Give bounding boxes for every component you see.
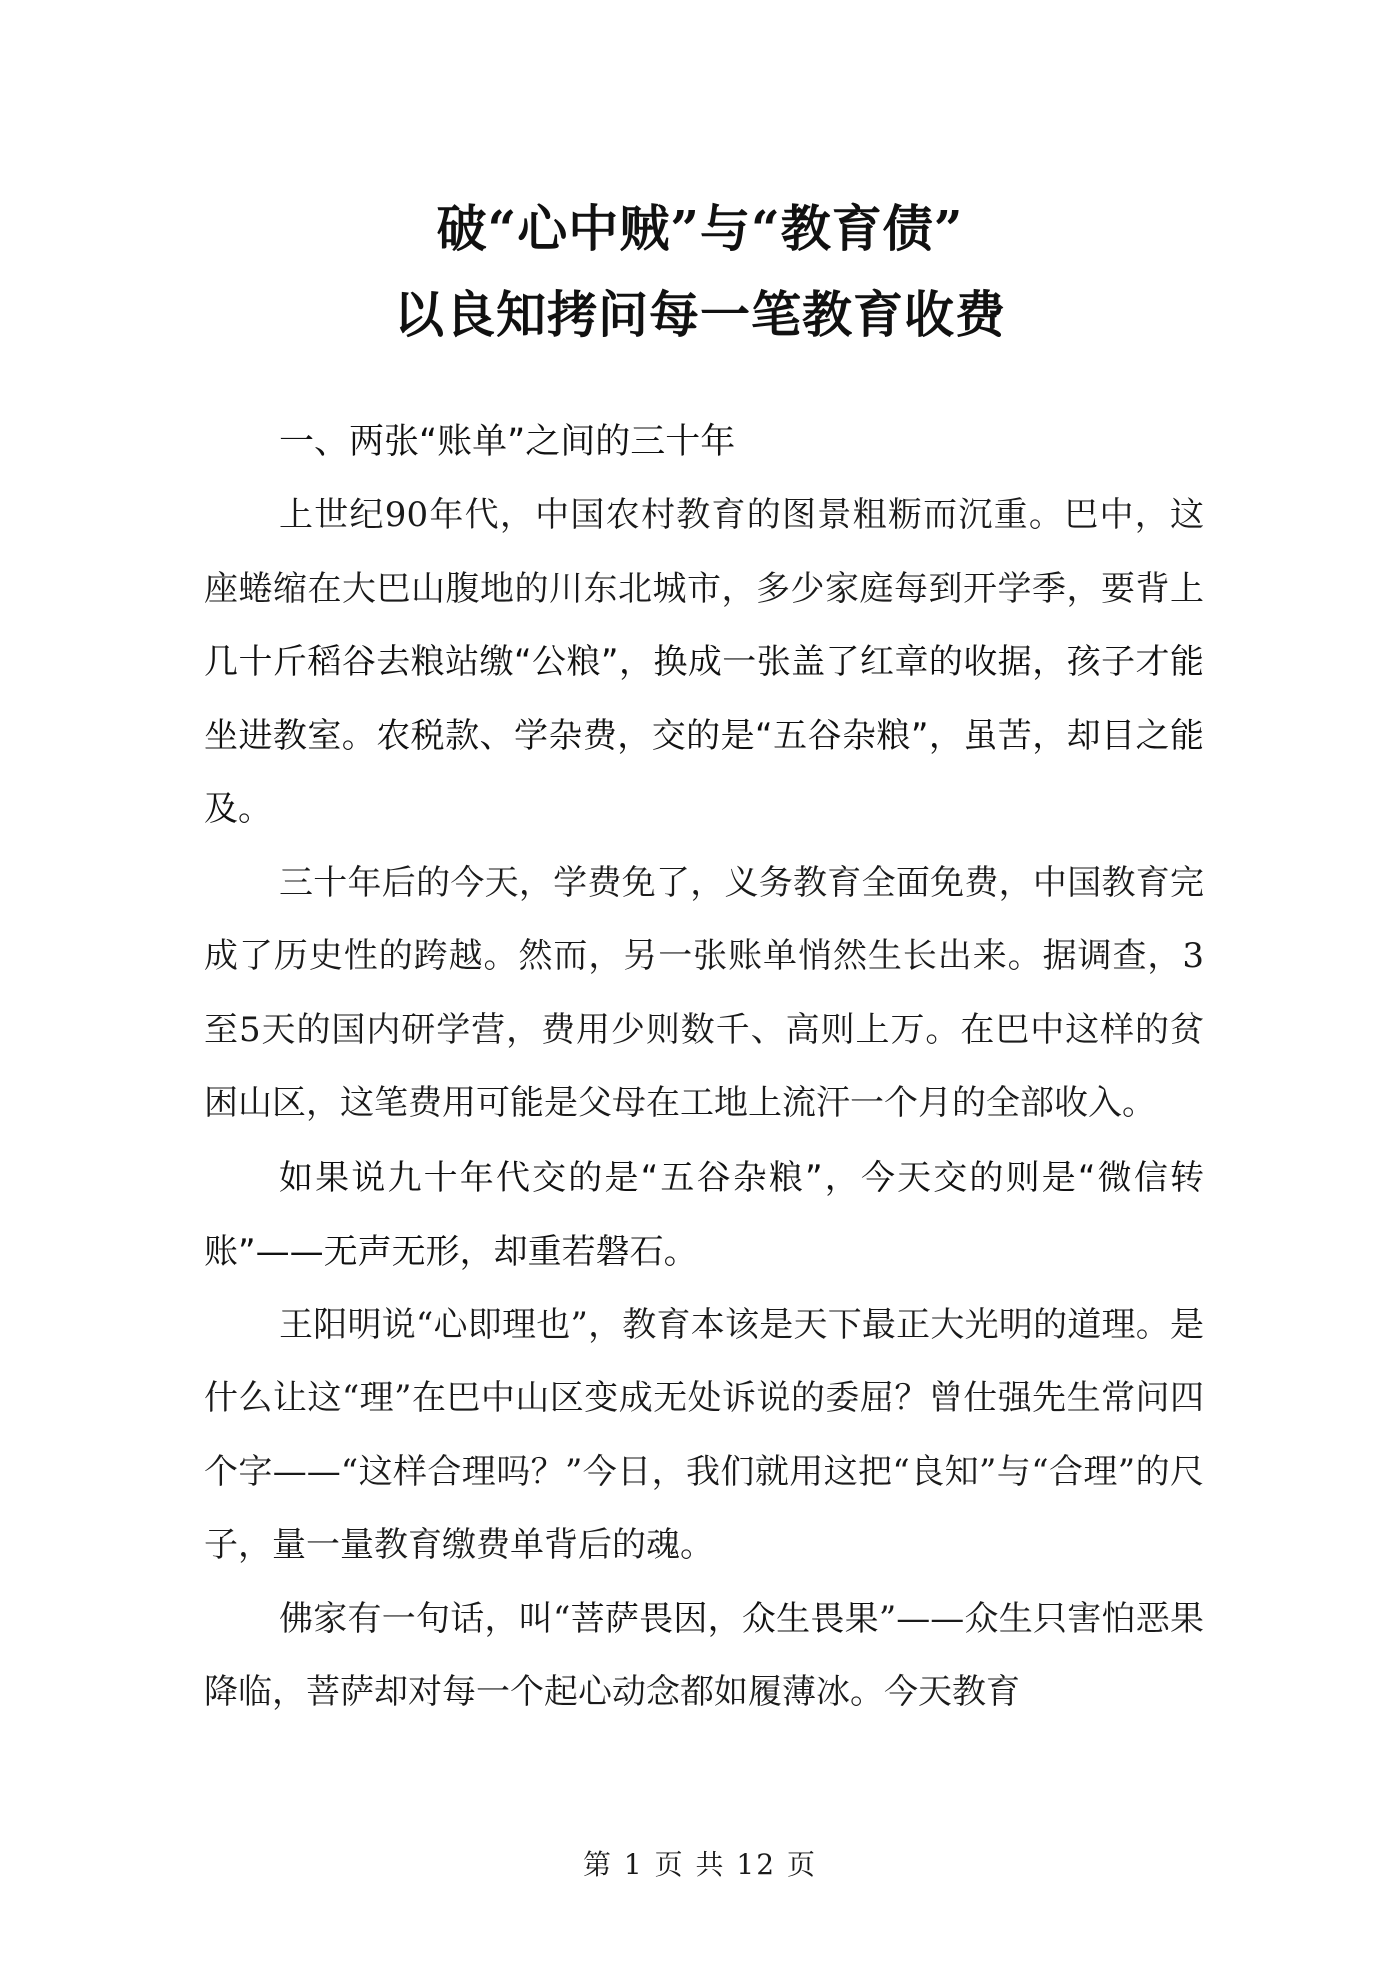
page-number-footer: 第 1 页 共 12 页 [583,1848,817,1881]
paragraph-5-text-c: ”——众生只害怕恶果降临，菩萨却对每一个起心动念都如履薄冰。今天教育 [204,1598,1204,1712]
paragraph-1-emphasis: 几十斤稻谷去粮站缴“公粮”，换成一张盖了红章的收据，孩子才能坐进教室。农税款、学杂费，交的是“五谷杂粮”，虽苦，却目之能及。 [204,642,1204,829]
title-line-2: 以良知拷问每一笔教育收费 [394,285,1006,344]
paragraph-1-text: 上世纪90年代，中国农村教育的图景粗粝而沉重。巴中，这座蜷缩在大巴山腹地的川东北城市，多少家庭每到开学季，要背上 [204,495,1204,609]
paragraph-3-emphasis: 如果说九十年代交的是“五谷杂粮”，今天交的则是“微信转账”——无声无形，却重若磐石。 [204,1157,1204,1272]
paragraph-5-quote: 菩萨畏因，众生畏果 [570,1598,879,1639]
title-line-1: 破“心中贼”与“教育债” [436,199,964,258]
paragraph-5-text-a: 佛家有一句话，叫“ [279,1598,571,1639]
paragraph-4: 王阳明说“心即理也”，教育本该是天下最正大光明的道理。是什么让这“理”在巴中山区变成无处诉说的委屈？曾仕强先生常问四个字——“这样合理吗？”今日，我们就用这把“良知”与“合理”的尺子，量一量教育缴费单背后的魂。 [204,1304,1204,1565]
document-title [0,186,1400,358]
paragraph-5 [204,1583,1204,1730]
document-body [204,405,1204,1730]
paragraph-1 [204,479,1204,847]
section-heading: 一、两张“账单”之间的三十年 [279,422,736,462]
paragraph-2: 三十年后的今天，学费免了，义务教育全面免费，中国教育完成了历史性的跨越。然而，另一张账单悄然生长出来。据调查，3至5天的国内研学营，费用少则数千、高则上万。在巴中这样的贫困山区，这笔费用可能是父母在工地上流汗一个月的全部收入。 [204,862,1204,1123]
